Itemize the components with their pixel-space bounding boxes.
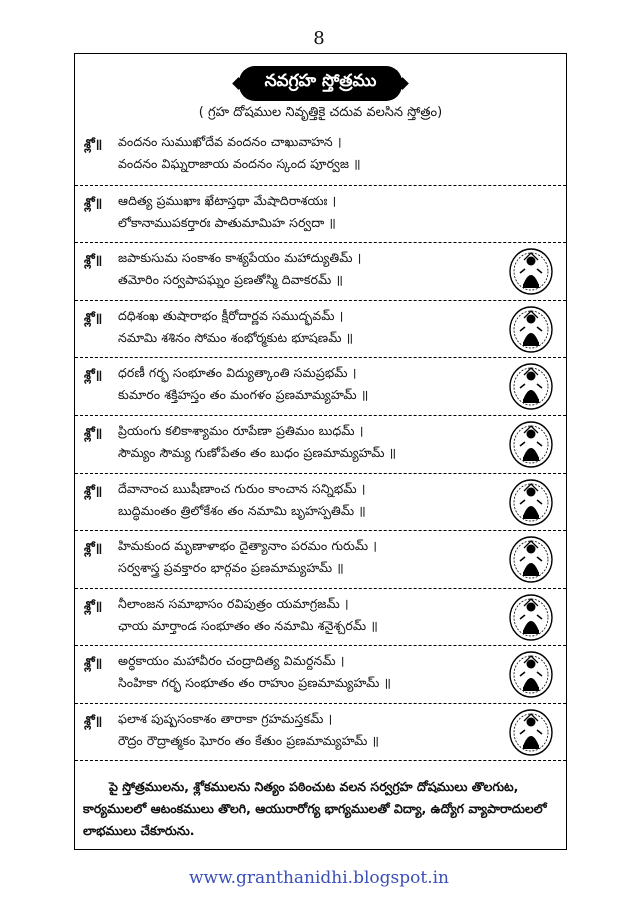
page-number: 8 (313, 28, 325, 49)
budha-deity-image (508, 420, 554, 469)
verse-list (75, 127, 566, 761)
verse-line-2: వందనం విఘ్నరాజాయ వందనం స్కంద పూర్వజ ॥ (118, 156, 361, 171)
verse-line-1: వందనం సుముఖోదేవ వందనం చాఖువాహన । (118, 134, 342, 149)
sloka-marker: శ్లో॥ (84, 424, 103, 440)
sloka-marker: శ్లో॥ (84, 252, 103, 268)
verse-line-1: హిమకుంద మృణాళాభం దైత్యానాం పరమం గురుమ్ । (118, 538, 378, 554)
verse-line-2: ఛాయ మార్తాండ సంభూతం తం నమామి శనైశ్చరమ్ ॥ (118, 617, 378, 633)
chandra-deity-image (508, 305, 554, 354)
verse-line-2: బుద్ధిమంతం త్రిలోకేశం తం నమామి బృహస్పతిమ్ ॥ (118, 502, 366, 518)
verse-row (75, 185, 566, 243)
website-link[interactable]: www.granthanidhi.blogspot.in (188, 868, 449, 888)
verse-line-1: ధరణీ గర్భ సంభూతం విద్యుత్కాంతి సమప్రభమ్ । (118, 365, 357, 381)
verse-row (75, 415, 566, 473)
verse-line-2: నమామి శశినం సోమం శంభోర్మకుట భూషణమ్ ॥ (118, 329, 354, 345)
verse-line-1: దేవానాంచ ఋషీణాంచ గురుం కాంచాన సన్నిభమ్ । (118, 480, 366, 496)
sloka-marker: శ్లో॥ (84, 597, 103, 613)
subtitle: ( గ్రహ దోషముల నివృత్తికై చదువ వలసిన స్తోత్రం) (198, 105, 443, 120)
verse-line-1: నీలాంజన సమాభాసం రవిపుత్రం యమాగ్రజమ్ । (118, 595, 349, 611)
sloka-marker: శ్లో॥ (84, 655, 103, 671)
rahu-deity-image (508, 650, 554, 699)
verse-line-1: ఫలాశ పుష్పసంకాశం తారాకా గ్రహమస్తకమ్ । (118, 710, 333, 726)
verse-line-2: సర్వశాస్త్ర ప్రవక్తారం భార్గవం ప్రణమామ్యహమ్ ॥ (118, 560, 344, 576)
verse-row (75, 645, 566, 703)
sloka-marker: శ్లో॥ (84, 367, 103, 383)
shani-deity-image (508, 593, 554, 642)
sloka-marker: శ్లో॥ (84, 194, 103, 210)
sloka-marker: శ్లో॥ (84, 309, 103, 325)
verse-line-1: ప్రియంగు కలికాశ్యామం రూపేణా ప్రతిమం బుధమ్ । (118, 422, 364, 438)
ketu-deity-image (508, 708, 554, 757)
sloka-marker: శ్లో॥ (84, 712, 103, 728)
verse-row (75, 300, 566, 358)
verse-row (75, 703, 566, 761)
kuja-deity-image (508, 362, 554, 411)
verse-row (75, 530, 566, 588)
verse-line-1: జపాకుసుమ సంకాశం కాశ్యపేయం మహాద్యుతిమ్ । (118, 250, 362, 266)
sloka-marker: శ్లో॥ (84, 482, 103, 498)
verse-row (75, 588, 566, 646)
verse-row (75, 473, 566, 531)
verse-line-2: సౌమ్యం సౌమ్య గుణోపేతం తం బుధం ప్రణమామ్యహమ్ ॥ (118, 444, 397, 460)
verse-line-1: అర్ధకాయం మహావీరం చంద్రాదిత్య విమర్దనమ్ । (118, 653, 345, 669)
verse-line-1: ఆదిత్య ప్రముఖాః ఖేటాస్తథా మేషాదిరాశయః । (118, 192, 337, 208)
shukra-deity-image (508, 535, 554, 584)
sloka-marker: శ్లో॥ (84, 136, 103, 151)
stotram-frame (74, 53, 567, 850)
verse-line-2: తమోరిం సర్వపాపఘ్నం ప్రణతోస్మి దివాకరమ్ ॥ (118, 272, 344, 288)
title-banner: నవగ్రహ స్తోత్రము (239, 66, 403, 101)
verse-row (75, 127, 566, 185)
verse-line-2: కుమారం శక్తిహస్తం తం మంగళం ప్రణమామ్యహమ్ ॥ (118, 387, 369, 403)
verse-line-2: సింహికా గర్భ సంభూతం తం రాహుం ప్రణమామ్యహమ్ ॥ (118, 675, 392, 691)
footer-text: పై స్తోత్రములను, శ్లోకములను నిత్యం పఠించుట వలన సర్వగ్రహ దోషములు తొలగుట, కార్యములలో ఆటంకములు తొలగి, ఆయురారోగ్య భాగ్యములతో విద్యా, ఉద్యోగ వ్యాపారాదులలో లాభములు చేకూరును. (83, 779, 547, 838)
sloka-marker: శ్లో॥ (84, 540, 103, 556)
verse-line-2: లోకానాముపకర్తారః పాతుమామిహ సర్వదా ॥ (118, 214, 337, 230)
verse-line-1: దధిశంఖ తుషారాభం క్షీరోదార్ణవ సముద్భవమ్ । (118, 307, 344, 323)
surya-deity-image (508, 247, 554, 296)
verse-line-2: రౌద్రం రౌద్రాత్మకం ఘోరం తం కేతుం ప్రణమామ్యహమ్ ॥ (118, 732, 380, 748)
verse-row (75, 242, 566, 300)
verse-row (75, 357, 566, 415)
title-row (75, 66, 566, 101)
guru-deity-image (508, 478, 554, 527)
